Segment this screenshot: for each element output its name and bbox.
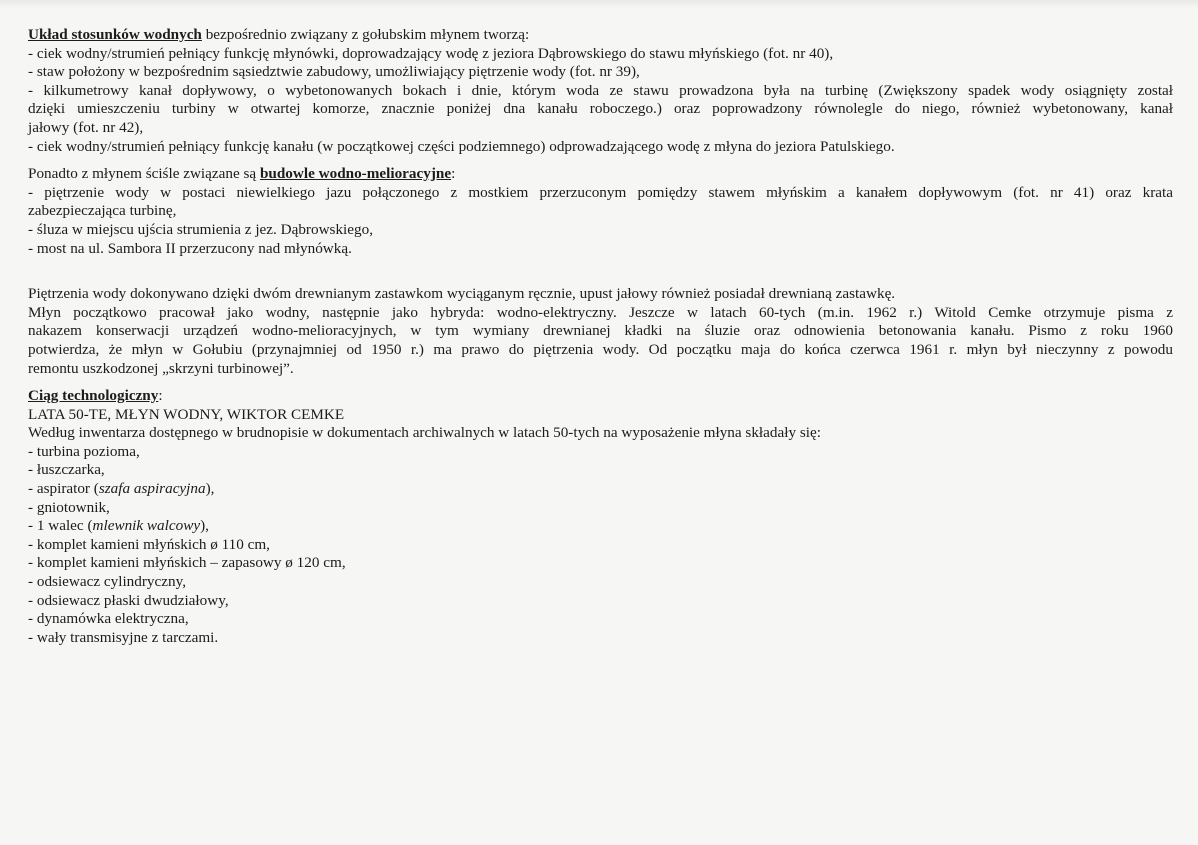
hydro-structures-section xyxy=(28,165,1173,258)
item-text-suffix: ), xyxy=(200,517,209,535)
item-text: - turbina pozioma, xyxy=(28,442,140,460)
water-relations-section xyxy=(28,26,1173,156)
paragraph-line: Młyn początkowo pracował jako wodny, następnie jako hybryda: wodno-elektryczny. Jeszcze w latach 60-tych (m.in. 1962 r.) Witold Cemke otrzymuje pisma z xyxy=(28,303,1173,321)
list-item-line: - kilkumetrowy kanał dopływowy, o wybetonowanych bokach i dnie, którym woda ze stawu prowadzona była na turbinę (Zwiększony spadek wody osiągnięty został xyxy=(28,81,1173,99)
list-item-line: jałowy (fot. nr 42), xyxy=(28,118,144,136)
equipment-list-item xyxy=(28,517,1173,536)
mill-history-paragraph xyxy=(28,285,1173,378)
section-heading: Układ stosunków wodnych xyxy=(28,26,202,43)
section-heading-line xyxy=(28,387,1173,406)
equipment-list xyxy=(28,443,1173,648)
list-item: - most na ul. Sambora II przerzucony nad młynówką. xyxy=(28,239,352,257)
item-text: - dynamówka elektryczna, xyxy=(28,610,189,628)
item-italic-text: mlewnik walcowy xyxy=(92,517,201,535)
equipment-list-item xyxy=(28,480,1173,499)
item-text: - odsiewacz płaski dwudziałowy, xyxy=(28,591,229,609)
equipment-list-item xyxy=(28,499,1173,518)
item-italic-text: szafa aspiracyjna xyxy=(98,480,206,498)
paragraph-line: remontu uszkodzonej „skrzyni turbinowej”. xyxy=(28,359,294,377)
list-item-line: dzięki umieszczeniu turbiny w otwartej komorze, znacznie poniżej dna kanału roboczego.) oraz poprowadzony równolegle do niego, również wybetonowany, kanał xyxy=(28,100,1173,118)
paragraph-line: potwierdza, że młyn w Gołubiu (przynajmniej od 1950 r.) ma prawo do piętrzenia wody. Od początku maja do końca czerwca 1961 r. młyn był nieczynny z powodu xyxy=(28,340,1173,358)
item-text-suffix: ), xyxy=(205,480,215,498)
item-text: - komplet kamieni młyńskich ø 110 cm, xyxy=(28,535,270,553)
section-intro-line xyxy=(28,26,1173,45)
section-intro-line xyxy=(28,165,1173,184)
heading-colon: : xyxy=(158,387,163,405)
section-intro-text: bezpośrednio związany z gołubskim młynem tworzą: xyxy=(201,26,530,43)
scan-edge xyxy=(0,0,1198,8)
document-body xyxy=(28,26,1173,647)
list-item: - staw położony w bezpośrednim sąsiedztwie zabudowy, umożliwiający piętrzenie wody (fot. nr 39), xyxy=(28,63,640,81)
equipment-list-item xyxy=(28,461,1173,480)
item-text: - gniotownik, xyxy=(28,498,110,516)
item-text: - łuszczarka, xyxy=(28,461,105,479)
item-text: - komplet kamieni młyńskich – zapasowy ø 120 cm, xyxy=(28,554,346,572)
equipment-list-item xyxy=(28,536,1173,555)
equipment-list-item xyxy=(28,554,1173,573)
item-text: - 1 walec ( xyxy=(28,517,93,535)
item-text: - aspirator ( xyxy=(28,480,99,498)
equipment-list-item xyxy=(28,629,1173,648)
list-item: - ciek wodny/strumień pełniący funkcję kanału (w początkowej części podziemnego) odprowadzającego wodę z młyna do jeziora Patulskiego. xyxy=(28,137,895,155)
list-item-line: zabezpieczająca turbinę, xyxy=(28,202,177,220)
list-item: - śluza w miejscu ujścia strumienia z jez. Dąbrowskiego, xyxy=(28,220,373,238)
section-subheading: LATA 50-TE, MŁYN WODNY, WIKTOR CEMKE xyxy=(28,405,345,423)
paragraph-line: nakazem konserwacji urządzeń wodno-melioracyjnych, w tym wymiany drewnianej kładki na śluzie oraz odnowienia betonowania kanału. Pismo z roku 1960 xyxy=(28,322,1173,340)
equipment-list-item xyxy=(28,610,1173,629)
section-intro-text: Według inwentarza dostępnego w brudnopisie w dokumentach archiwalnych w latach 50-tych na wyposażenie młyna składały się: xyxy=(28,424,821,442)
list-item: - ciek wodny/strumień pełniący funkcję młynówki, doprowadzający wodę z jeziora Dąbrowskiego do stawu młyńskiego (fot. nr 40), xyxy=(28,44,834,62)
list-item-line: - piętrzenie wody w postaci niewielkiego jazu połączonego z mostkiem przerzuconym pomiędzy stawem młyńskim a kanałem dopływowym (fot. nr 41) oraz krata xyxy=(28,183,1173,201)
heading-colon: : xyxy=(451,165,456,183)
item-text: - wały transmisyjne z tarczami. xyxy=(28,628,219,646)
equipment-list-item xyxy=(28,592,1173,611)
equipment-list-item xyxy=(28,573,1173,592)
section-heading: budowle wodno-melioracyjne xyxy=(259,165,452,183)
technology-section xyxy=(28,387,1173,647)
equipment-list-item xyxy=(28,443,1173,462)
section-heading: Ciąg technologiczny xyxy=(28,387,159,405)
section-intro-text: Ponadto z młynem ściśle związane są xyxy=(28,165,260,183)
paragraph-line: Piętrzenia wody dokonywano dzięki dwóm drewnianym zastawkom wyciąganym ręcznie, upust jałowy również posiadał drewnianą zastawkę. xyxy=(28,285,896,303)
item-text: - odsiewacz cylindryczny, xyxy=(28,573,186,591)
